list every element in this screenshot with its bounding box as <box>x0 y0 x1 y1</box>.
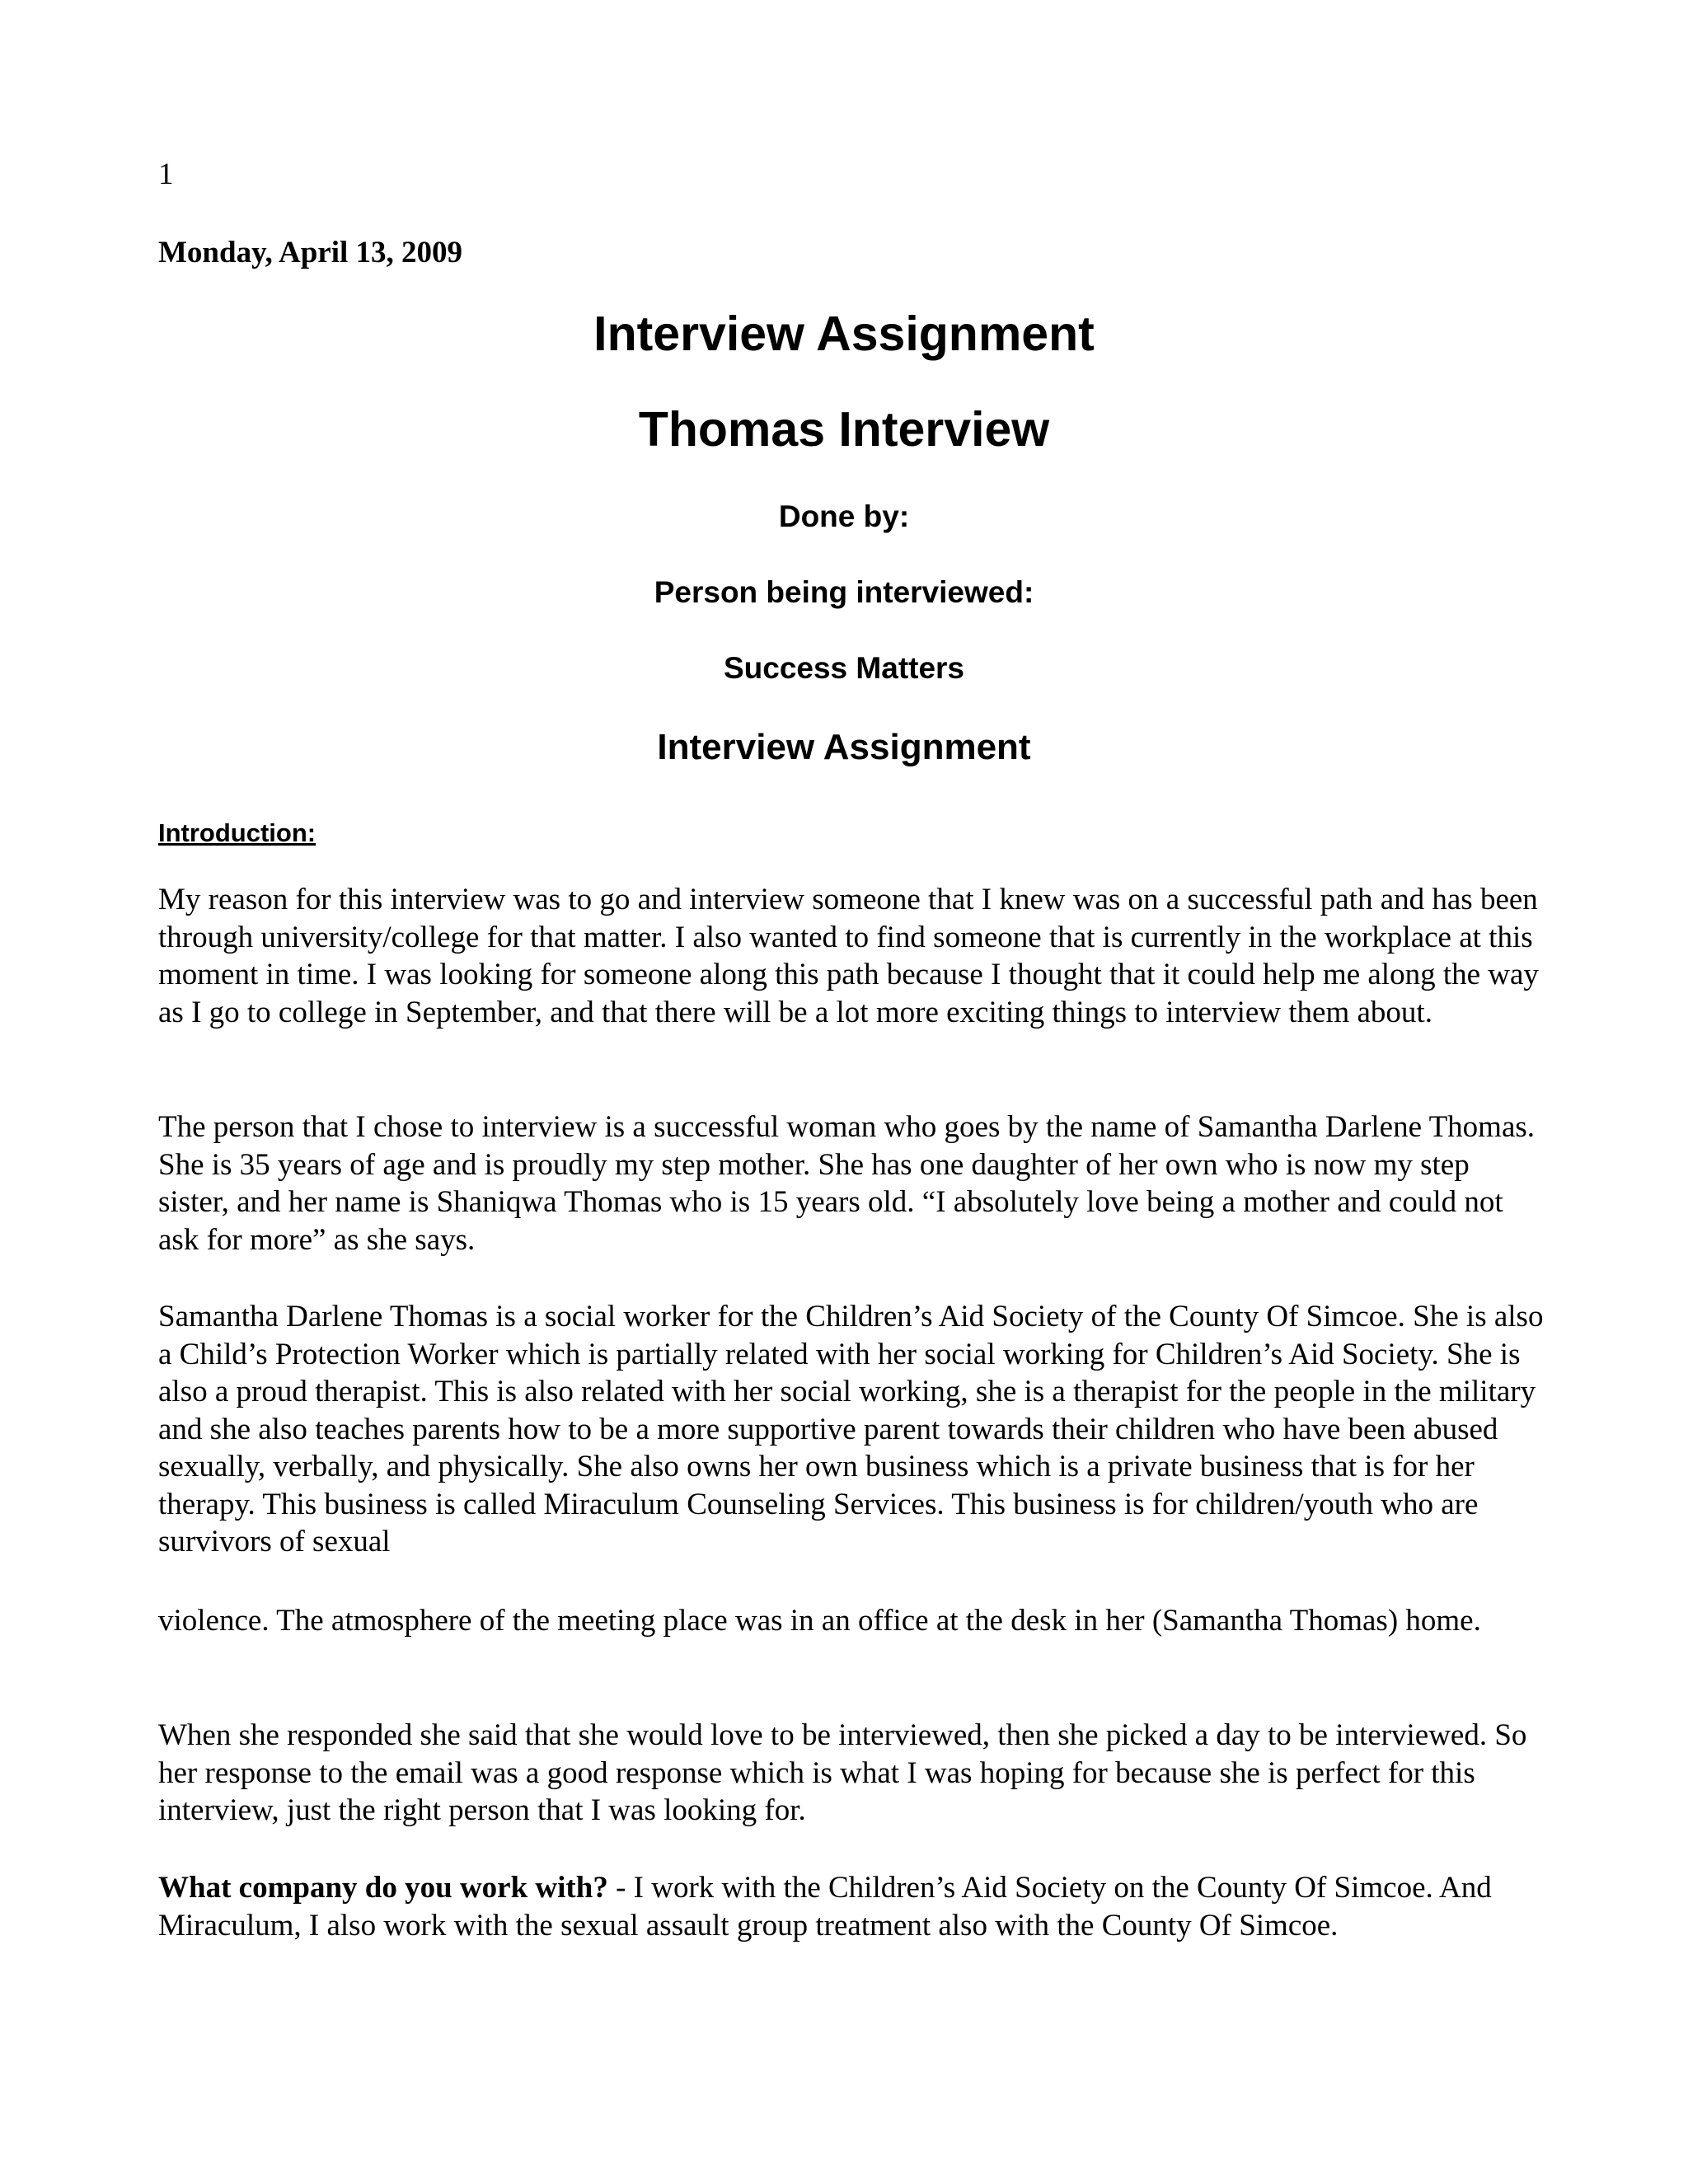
paragraph-reason: My reason for this interview was to go and interview someone that I knew was on a successful path and has been through university/college for that matter. I also wanted to find someone that is currently in the workplace at this moment in time. I was looking for someone along this path because I thought that it could help me along the way as I go to college in September, and that there will be a lot more exciting things to interview them about. <box>158 883 1539 1029</box>
person-interviewed-heading: Person being interviewed: <box>654 575 1034 609</box>
qa-company <box>158 1869 1547 1944</box>
section-title: Interview Assignment <box>657 727 1031 767</box>
document-title: Interview Assignment <box>593 307 1095 361</box>
document-date: Monday, April 13, 2009 <box>158 236 463 269</box>
paragraph-atmosphere: violence. The atmosphere of the meeting place was in an office at the desk in her (Samantha Thomas) home. <box>158 1604 1481 1638</box>
done-by-heading: Done by: <box>778 499 910 533</box>
paragraph-occupation: Samantha Darlene Thomas is a social worker for the Children’s Aid Society of the County Of Simcoe. She is also a Child’s Protection Worker which is partially related with her social working for Children’s Aid Society. She is also a proud therapist. This is also related with her social working, she is a therapist for the people in the military and she also teaches parents how to be a more supportive parent towards their children who have been abused sexually, verbally, and physically. She also owns her own business which is a private business that is for her therapy. This business is called Miraculum Counseling Services. This business is for children/youth who are survivors of sexual <box>158 1300 1544 1558</box>
program-heading: Success Matters <box>723 651 965 685</box>
introduction-label: Introduction: <box>158 818 316 847</box>
page-number: 1 <box>158 157 174 191</box>
question-text: What company do you work with? <box>158 1871 608 1905</box>
paragraph-response: When she responded she said that she would love to be interviewed, then she picked a day to be interviewed. So her response to the email was a good response which is what I was hoping for because she is perfect for this interview, just the right person that I was looking for. <box>158 1718 1527 1827</box>
paragraph-person: The person that I chose to interview is a successful woman who goes by the name of Samantha Darlene Thomas. She is 35 years of age and is proudly my step mother. She has one daughter of her own who is now my step sister, and her name is Shaniqwa Thomas who is 15 years old. “I absolutely love being a mother and could not ask for more” as she says. <box>158 1110 1536 1257</box>
answer-text: - I work with the Children’s Aid Society on the County Of Simcoe. And Miraculum, I also work with the sexual assault group treatment also with the County Of Simcoe. <box>158 1871 1492 1943</box>
document-subtitle: Thomas Interview <box>638 402 1050 457</box>
